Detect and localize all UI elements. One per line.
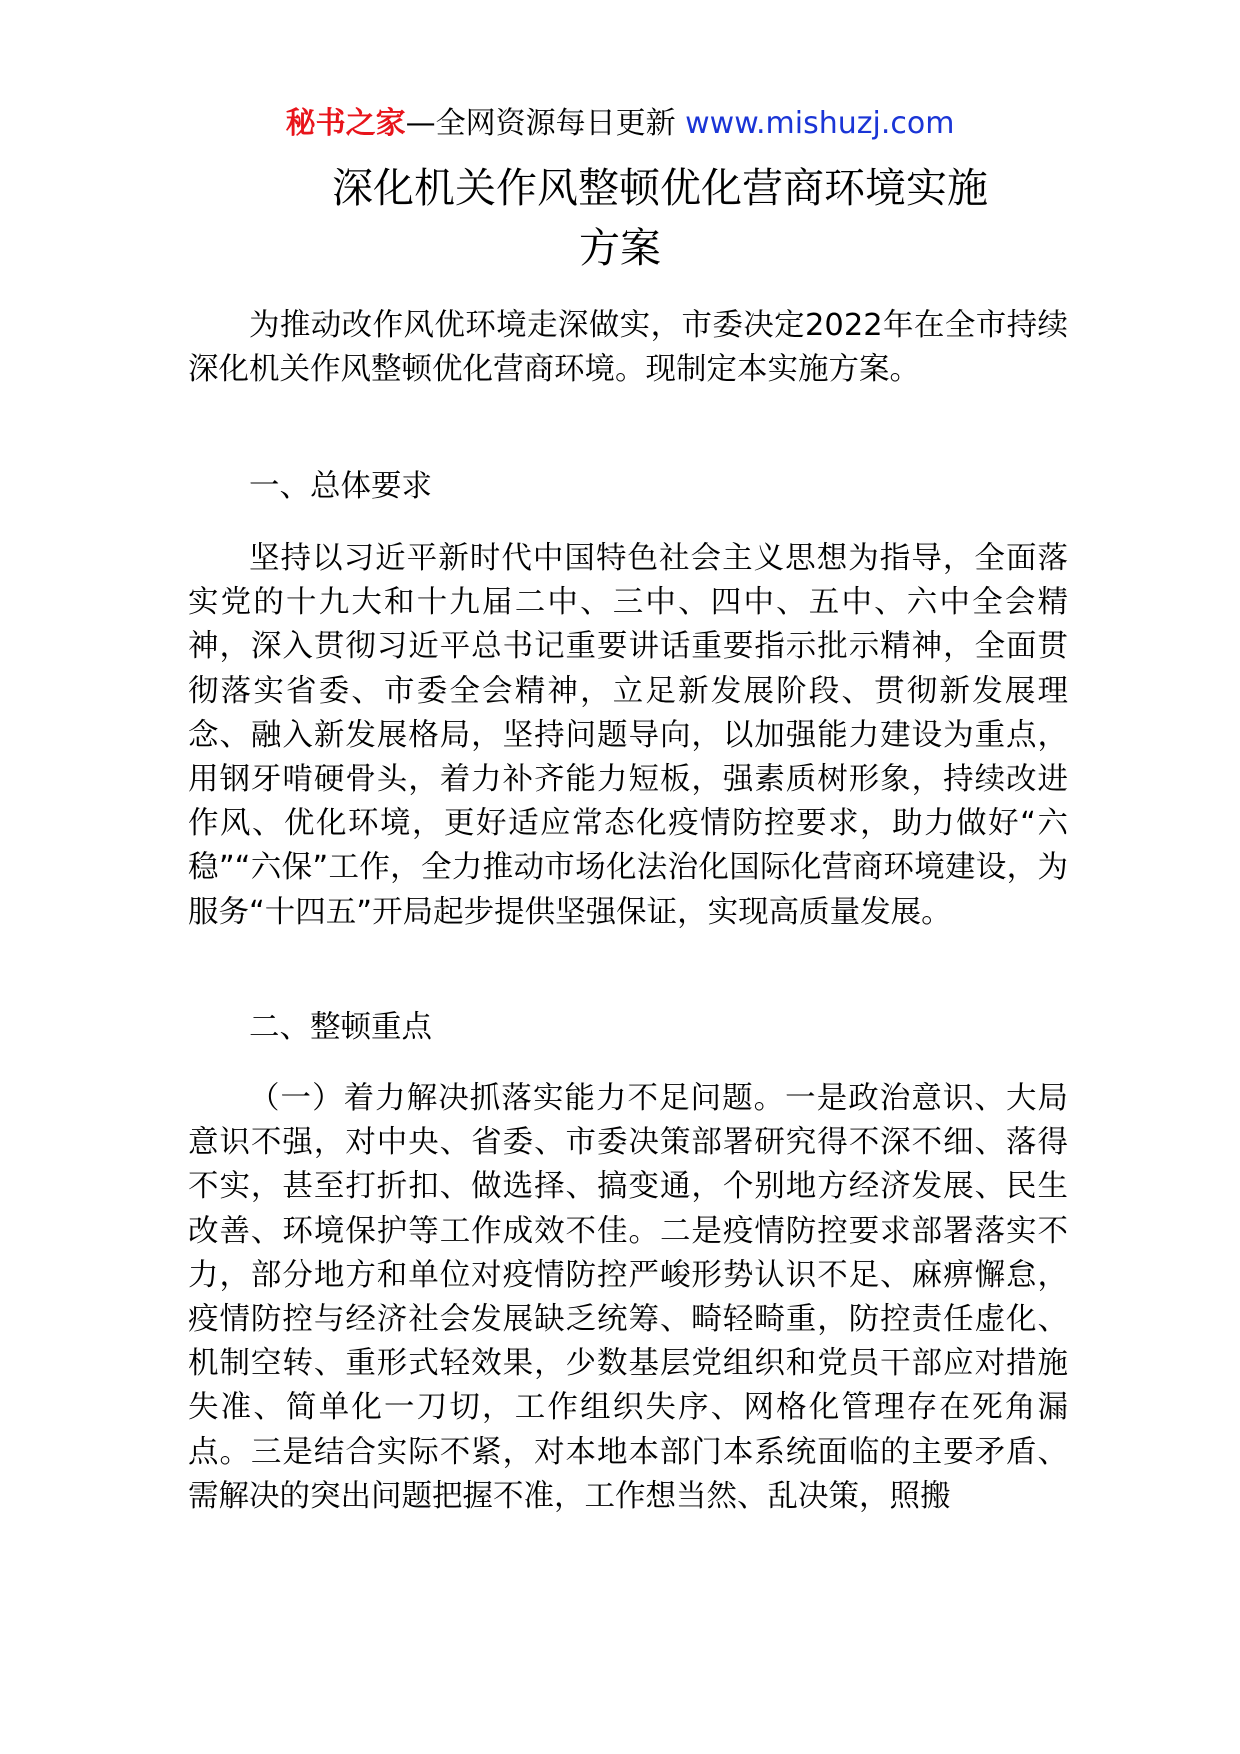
intro-paragraph: 为推动改作风优环境走深做实，市委决定2022年在全市持续深化机关作风整顿优化营商环境。现制定本实施方案。 — [188, 308, 1068, 388]
section-2-heading: 二、整顿重点 — [249, 1010, 432, 1045]
banner-slogan: —全网资源每日更新 — [405, 106, 676, 141]
section-1-heading: 一、总体要求 — [249, 469, 432, 504]
banner-brand: 秘书之家 — [285, 106, 406, 141]
document-title-line-2: 方案 — [579, 224, 661, 272]
section-1-paragraph: 坚持以习近平新时代中国特色社会主义思想为指导，全面落实党的十九大和十九届二中、三中、四中、五中、六中全会精神，深入贯彻习近平总书记重要讲话重要指示批示精神，全面贯彻落实省委、市委全会精神，立足新发展阶段、贯彻新发展理念、融入新发展格局，坚持问题导向，以加强能力建设为重点，用钢牙啃硬骨头，着力补齐能力短板，强素质树形象，持续改进作风、优化环境，更好适应常态化疫情防控要求，助力做好“六稳”“六保”工作，全力推动市场化法治化国际化营商环境建设，为服务“十四五”开局起步提供坚强保证，实现高质量发展。 — [188, 541, 1068, 930]
banner-url-link[interactable]: www.mishuzj.com — [685, 106, 955, 141]
section-2-paragraph: （一）着力解决抓落实能力不足问题。一是政治意识、大局意识不强，对中央、省委、市委决策部署研究得不深不细、落得不实，甚至打折扣、做选择、搞变通，个别地方经济发展、民生改善、环境保护等工作成效不佳。二是疫情防控要求部署落实不力，部分地方和单位对疫情防控严峻形势认识不足、麻痹懈怠，疫情防控与经济社会发展缺乏统筹、畸轻畸重，防控责任虚化、机制空转、重形式轻效果，少数基层党组织和党员干部应对措施失准、简单化一刀切，工作组织失序、网格化管理存在死角漏点。三是结合实际不紧，对本地本部门本系统面临的主要矛盾、需解决的突出问题把握不准，工作想当然、乱决策，照搬 — [188, 1081, 1068, 1514]
site-banner — [0, 102, 1240, 146]
document-title-line-1: 深化机关作风整顿优化营商环境实施 — [332, 164, 988, 212]
